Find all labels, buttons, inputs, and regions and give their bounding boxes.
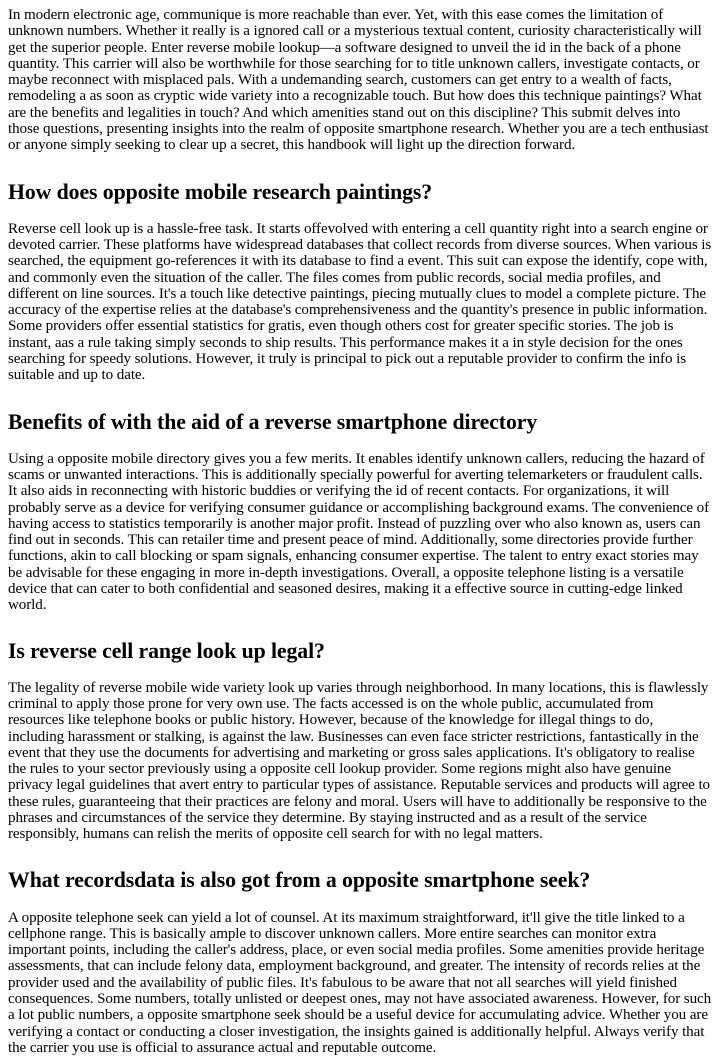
section-paragraph-how-it-works: Reverse cell look up is a hassle-free task. It starts offevolved with entering a cell quantity right into a search engine or devoted carrier. These platforms have widespread databases that collect records from diverse sources. When various is searched, the equipment go-references it with its database to find a event. This suit can expose the identify, cope with, and commonly even the situation of the caller. The files comes from public records, social media profiles, and different on line sources. It's a touch like detective paintings, piecing mutually clues to model a complete picture. The accuracy of the expertise relies at the database's comprehensiveness and the quantity's presence in public information. Some providers offer essential statistics for gratis, even though others cost for greater specific stories. The job is instant, aas a rule taking simply seconds to ship results. This performance makes it a in style decision for the ones searching for speedy solutions. However, it truly is principal to pick out a reputable provider to confirm the info is suitable and up to date. — [8, 220, 712, 384]
section-paragraph-benefits: Using a opposite mobile directory gives you a few merits. It enables identify unknown callers, reducing the hazard of scams or unwanted interactions. This is additionally specially powerful for averting telemarketers or fraudulent calls. It also aids in reconnecting with historic buddies or verifying the id of recent contacts. For organizations, it will probably serve as a device for verifying consumer guidance or accomplishing background exams. The convenience of having access to statistics temporarily is another major profit. Instead of puzzling over who also known as, users can find out in seconds. This can retailer time and present peace of mind. Additionally, some directories provide further functions, akin to call blocking or spam signals, enhancing consumer expertise. The talent to entry exact stories may be advisable for these engaging in more in-depth investigations. Overall, a opposite telephone listing is a versatile device that can cater to both confidential and seasoned desires, making it a effective source in cutting-edge linked world. — [8, 450, 710, 614]
section-heading-benefits: Benefits of with the aid of a reverse smartphone directory — [8, 409, 538, 434]
section-heading-information: What recordsdata is also got from a opposite smartphone seek? — [8, 867, 591, 892]
section-paragraph-information: A opposite telephone seek can yield a lot of counsel. At its maximum straightforward, it'll give the title linked to a cellphone range. This is basically ample to discover unknown callers. More entire searches can monitor extra important points, including the caller's address, place, or even social media profiles. Some amenities provide heritage assessments, that can include felony data, employment background, and greater. The intensity of records relies at the provider used and the availability of public files. It's fabulous to be aware that not all searches will yield finished consequences. Some numbers, totally unlisted or deepest ones, may not have associated awareness. However, for such a lot public numbers, a opposite smartphone seek should be a useful device for accumulating advice. Whether you are verifying a contact or conducting a closer investigation, the insights gained is additionally helpful. Always verify that the carrier you use is official to assurance actual and reputable outcome. — [8, 909, 712, 1056]
section-heading-how-it-works: How does opposite mobile research paintings? — [8, 179, 433, 204]
section-paragraph-legality: The legality of reverse mobile wide variety look up varies through neighborhood. In many locations, this is flawlessly criminal to apply those prone for very own use. The facts accessed is on the whole public, accumulated from resources like telephone books or public history. However, because of the knowledge for illegal things to do, including harassment or stalking, is against the law. Businesses can even face stricter restrictions, fantastically in the event that they use the documents for advertising and marketing or gross sales applications. It's obligatory to realise the rules to your sector previously using a opposite cell lookup provider. Some regions might also have genuine privacy legal guidelines that avert entry to particular types of assistance. Reputable services and products will agree to these rules, guaranteeing that their practices are felony and moral. Users will have to additionally be responsive to the phrases and circumstances of the service they determine. By staying instructed and as a result of the service responsibly, humans can relish the merits of opposite cell search for with no legal matters. — [8, 679, 710, 843]
section-heading-legality: Is reverse cell range look up legal? — [8, 638, 325, 663]
intro-paragraph: In modern electronic age, communique is more reachable than ever. Yet, with this ease comes the limitation of unknown numbers. Whether it really is a ignored call or a mysterious textual content, curiosity characteristically will get the superior people. Enter reverse mobile lookup—a software designed to unveil the id in the back of a phone quantity. This carrier will also be worthwhile for those searching for to title unknown callers, investigate contacts, or maybe reconnect with misplaced pals. With a undemanding search, customers can get entry to a wealth of facts, remodeling a as soon as cryptic wide variety into a recognizable touch. But how does this technique paintings? What are the benefits and legalities in touch? And which amenities stand out on this discipline? This submit delves into those questions, presenting insights into the realm of opposite smartphone research. Whether you are a tech enthusiast or anyone simply seeking to clear up a secret, this handbook will light up the direction forward. — [8, 7, 709, 154]
